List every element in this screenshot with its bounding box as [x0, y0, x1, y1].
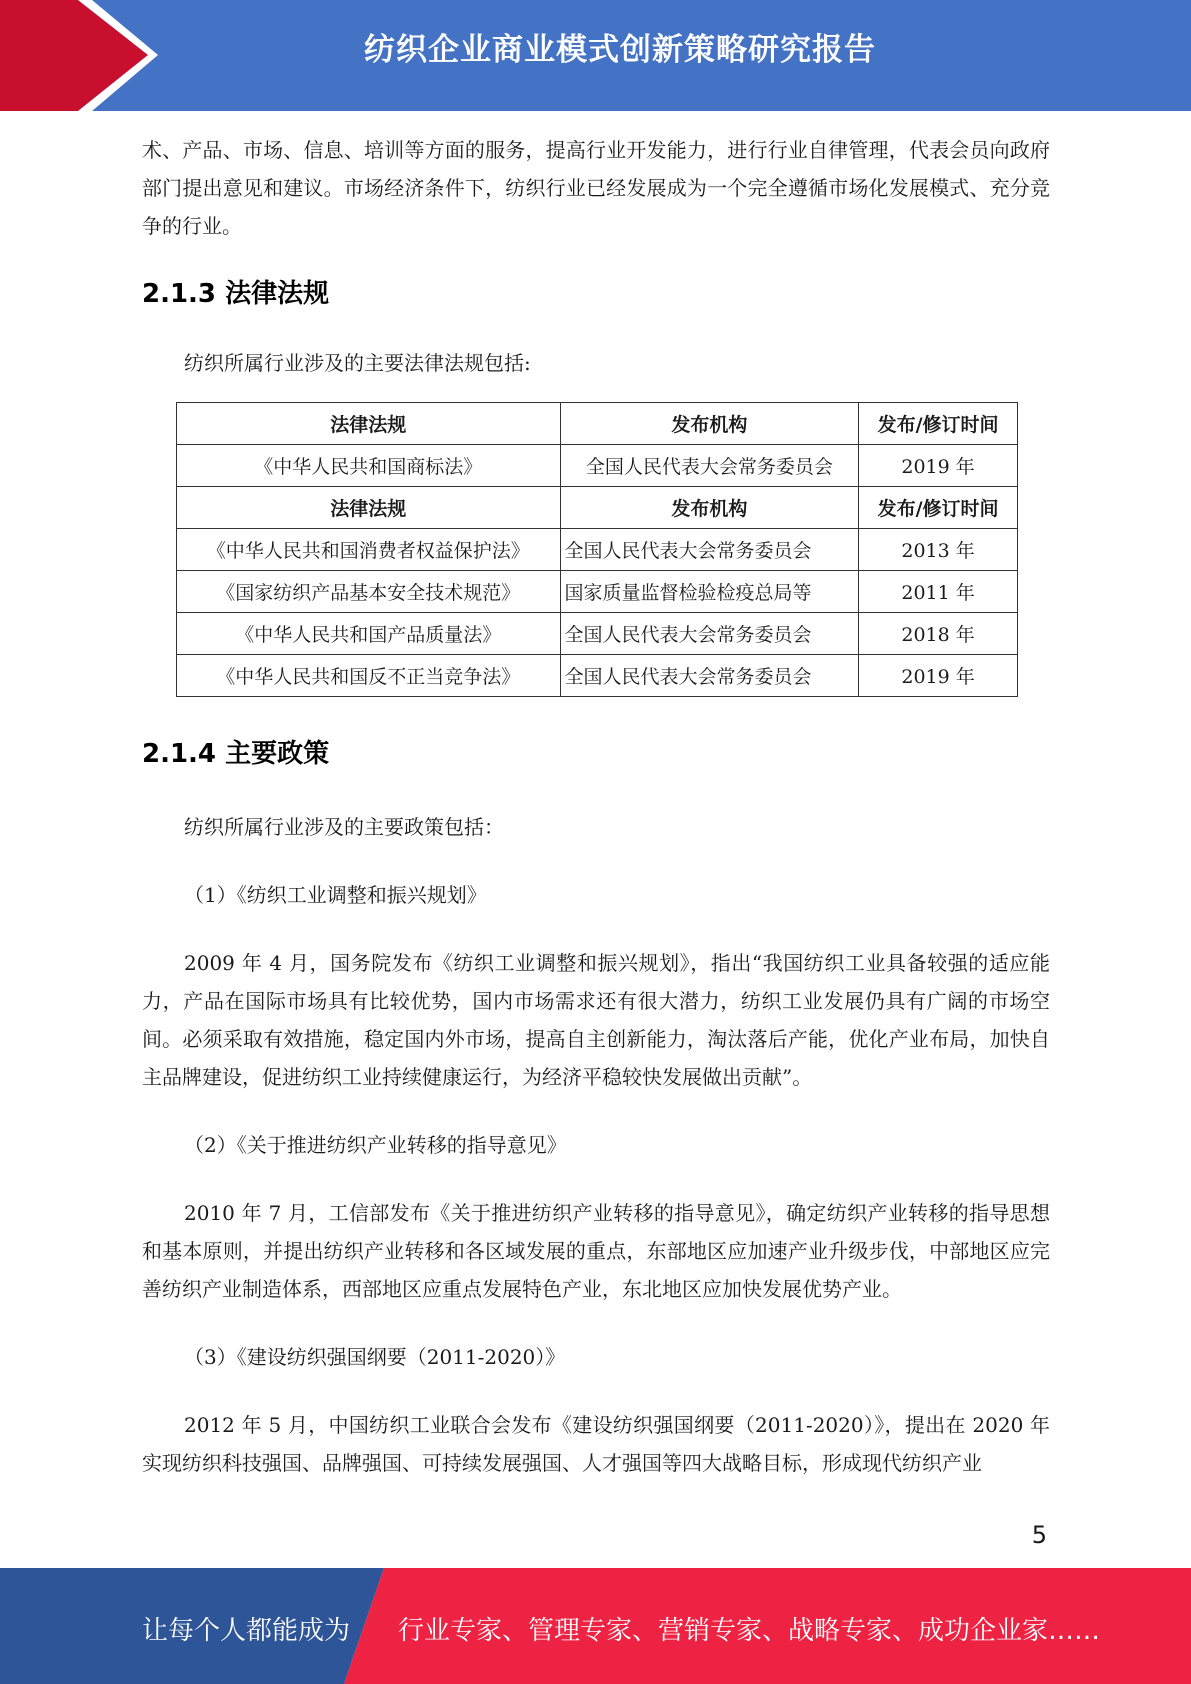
page-number: 5 [1031, 1521, 1047, 1549]
table-row [177, 655, 1018, 697]
year-cell: 2019 年 [859, 445, 1018, 487]
law-name-cell: 法律法规 [177, 487, 561, 529]
year-cell: 2011 年 [859, 571, 1018, 613]
section-heading-2-1-3: 2.1.3 法律法规 [142, 279, 330, 309]
year-cell: 发布/修订时间 [859, 487, 1018, 529]
section-2-1-4-lead: 纺织所属行业涉及的主要政策包括： [184, 815, 504, 839]
table-header-cell: 发布机构 [560, 403, 859, 445]
policy-item-title: （2）《关于推进纺织产业转移的指导意见》 [184, 1133, 567, 1157]
policy-item-text: 2010 年 7 月，工信部发布《关于推进纺织产业转移的指导意见》，确定纺织产业转移的指导思想和基本原则，并提出纺织产业转移和各区域发展的重点，东部地区应加速产业升级步伐，中部地区应完善纺织产业制造体系，西部地区应重点发展特色产业，东北地区应加快发展优势产业。 [142, 1201, 1050, 1301]
year-cell: 2018 年 [859, 613, 1018, 655]
table-row [177, 571, 1018, 613]
law-name-cell: 《中华人民共和国消费者权益保护法》 [177, 529, 561, 571]
law-name-cell: 《国家纺织产品基本安全技术规范》 [177, 571, 561, 613]
page-header [0, 0, 1191, 111]
table-header-cell: 法律法规 [177, 403, 561, 445]
policy-item-text: 2009 年 4 月，国务院发布《纺织工业调整和振兴规划》，指出“我国纺织工业具备较强的适应能力，产品在国际市场具有比较优势，国内市场需求还有很大潜力，纺织工业发展仍具有广阔的市场空间。必须采取有效措施，稳定国内外市场，提高自主创新能力，淘汰落后产能，优化产业布局，加快自主品牌建设，促进纺织工业持续健康运行，为经济平稳较快发展做出贡献”。 [142, 951, 1050, 1089]
footer-slogan-left: 让每个人都能成为 [142, 1616, 351, 1646]
table-row [177, 529, 1018, 571]
org-cell: 发布机构 [560, 487, 859, 529]
table-row [177, 487, 1018, 529]
year-cell: 2019 年 [859, 655, 1018, 697]
table-row [177, 445, 1018, 487]
law-name-cell: 《中华人民共和国产品质量法》 [177, 613, 561, 655]
org-cell: 国家质量监督检验检疫总局等 [560, 571, 859, 613]
page-footer [0, 1568, 1191, 1684]
policy-item-title: （3）《建设纺织强国纲要（2011-2020）》 [184, 1345, 566, 1369]
org-cell: 全国人民代表大会常务委员会 [560, 613, 859, 655]
policy-item-text: 2012 年 5 月，中国纺织工业联合会发布《建设纺织强国纲要（2011-2020）》，提出在 2020 年实现纺织科技强国、品牌强国、可持续发展强国、人才强国等四大战略目标，形成现代纺织产业 [142, 1413, 1050, 1475]
table-header-row [177, 403, 1018, 445]
org-cell: 全国人民代表大会常务委员会 [560, 655, 859, 697]
org-cell: 全国人民代表大会常务委员会 [560, 445, 859, 487]
footer-slogan-right: 行业专家、管理专家、营销专家、战略专家、成功企业家…… [398, 1616, 1101, 1646]
document-title: 纺织企业商业模式创新策略研究报告 [364, 32, 876, 68]
laws-table [176, 402, 1018, 697]
section-2-1-3-lead: 纺织所属行业涉及的主要法律法规包括: [184, 351, 531, 375]
law-name-cell: 《中华人民共和国商标法》 [177, 445, 561, 487]
law-name-cell: 《中华人民共和国反不正当竞争法》 [177, 655, 561, 697]
table-row [177, 613, 1018, 655]
year-cell: 2013 年 [859, 529, 1018, 571]
table-header-cell: 发布/修订时间 [859, 403, 1018, 445]
policy-item-title: （1）《纺织工业调整和振兴规划》 [184, 883, 487, 907]
intro-paragraph: 术、产品、市场、信息、培训等方面的服务，提高行业开发能力，进行行业自律管理，代表会员向政府部门提出意见和建议。市场经济条件下，纺织行业已经发展成为一个完全遵循市场化发展模式、充分竞争的行业。 [142, 138, 1050, 238]
org-cell: 全国人民代表大会常务委员会 [560, 529, 859, 571]
page-content [142, 131, 1050, 1482]
section-heading-2-1-4: 2.1.4 主要政策 [142, 739, 330, 769]
